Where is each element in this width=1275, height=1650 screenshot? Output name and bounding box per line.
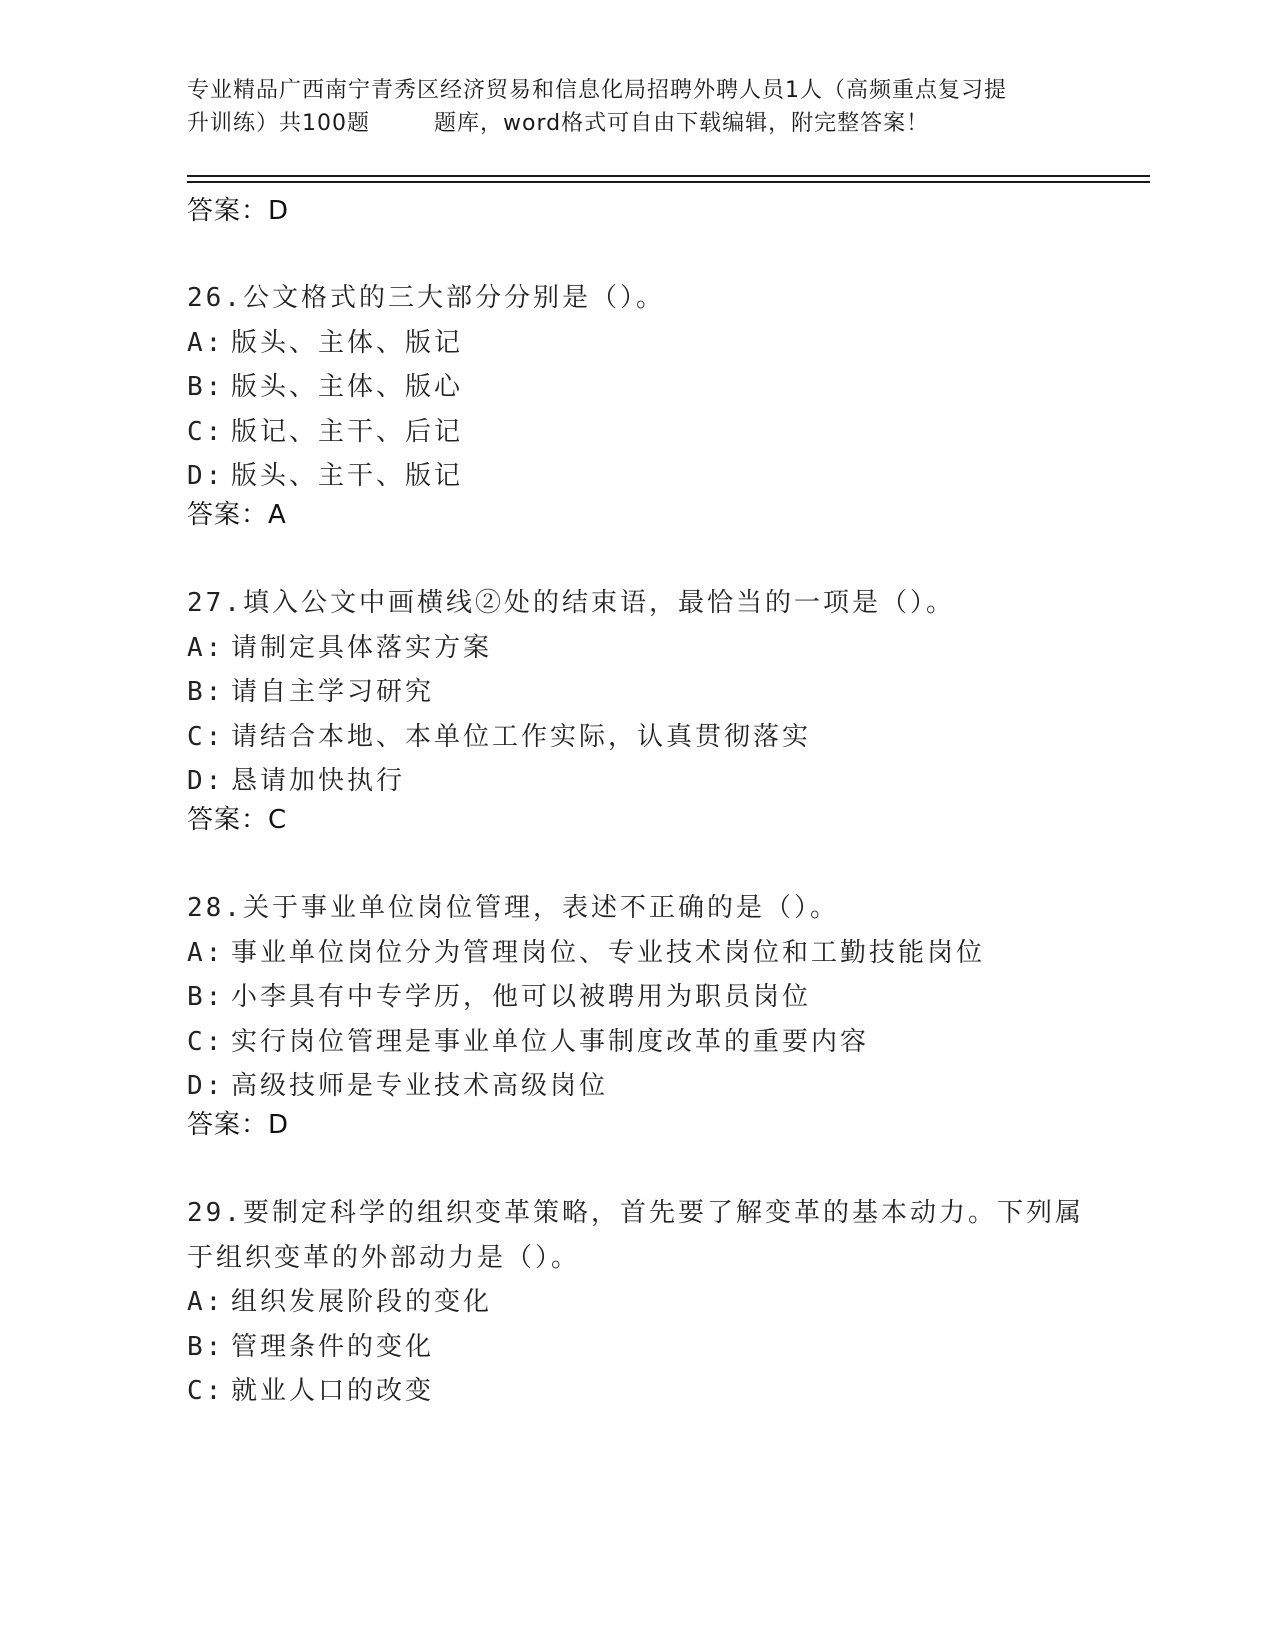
option-d (187, 1064, 1087, 1109)
answer-27: 答案：C (187, 805, 288, 835)
option-d (187, 759, 1087, 804)
option-b (187, 975, 1087, 1020)
question-stem: 28.关于事业单位岗位管理，表述不正确的是（）。 (187, 893, 839, 923)
option-c (187, 410, 1087, 455)
option-a (187, 1280, 1087, 1325)
option-text: 请结合本地、本单位工作实际，认真贯彻落实 (231, 721, 812, 752)
question-stem: 26.公文格式的三大部分分别是（）。 (187, 283, 665, 313)
question-stem-line-2: 于组织变革的外部动力是（）。 (187, 1242, 581, 1273)
option-key: A: (187, 937, 225, 968)
question-stem: 27.填入公文中画横线②处的结束语，最恰当的一项是（）。 (187, 588, 955, 618)
answer-28: 答案：D (187, 1110, 290, 1140)
option-key: B: (187, 372, 225, 402)
option-key: B: (187, 677, 225, 707)
option-key: C: (187, 721, 225, 752)
option-text: 组织发展阶段的变化 (231, 1287, 493, 1317)
option-a (187, 626, 1087, 671)
answer-25: 答案：D (187, 196, 290, 226)
option-c (187, 1369, 1087, 1414)
header-line-2a: 升训练）共100题 (187, 111, 370, 136)
option-text: 请制定具体落实方案 (231, 632, 493, 663)
option-text: 管理条件的变化 (231, 1331, 435, 1362)
document-header (187, 74, 1087, 140)
option-text: 小李具有中专学历，他可以被聘用为职员岗位 (231, 982, 812, 1012)
option-key: A: (187, 632, 225, 663)
question-26 (187, 276, 1087, 499)
option-a (187, 931, 1087, 976)
answer-26: 答案：A (187, 500, 287, 530)
option-key: B: (187, 1331, 225, 1362)
option-text: 高级技师是专业技术高级岗位 (231, 1071, 609, 1101)
option-key: C: (187, 1026, 225, 1057)
header-line-2b: 题库，word格式可自由下载编辑，附完整答案！ (434, 111, 930, 136)
option-b (187, 670, 1087, 715)
option-text: 实行岗位管理是事业单位人事制度改革的重要内容 (231, 1026, 870, 1057)
option-b (187, 1325, 1087, 1370)
option-c (187, 1020, 1087, 1065)
question-stem-line-1: 29.要制定科学的组织变革策略，首先要了解变革的基本动力。下列属 (187, 1198, 1084, 1228)
question-27 (187, 581, 1087, 804)
header-divider-top (187, 175, 1150, 177)
option-key: D: (187, 766, 225, 796)
option-text: 版头、主体、版记 (231, 327, 464, 358)
option-key: D: (187, 461, 225, 491)
option-text: 版记、主干、后记 (231, 416, 464, 447)
option-text: 版头、主干、版记 (231, 461, 464, 491)
question-28 (187, 886, 1087, 1109)
option-d (187, 454, 1087, 499)
option-key: C: (187, 416, 225, 447)
option-text: 版头、主体、版心 (231, 372, 464, 402)
option-text: 就业人口的改变 (231, 1376, 435, 1406)
option-key: A: (187, 1287, 225, 1317)
option-key: C: (187, 1376, 225, 1406)
option-c (187, 715, 1087, 760)
option-text: 请自主学习研究 (231, 677, 435, 707)
option-key: B: (187, 982, 225, 1012)
option-b (187, 365, 1087, 410)
option-key: A: (187, 327, 225, 358)
header-line-2 (187, 107, 1087, 140)
header-divider-bottom (187, 181, 1150, 183)
header-line-1: 专业精品广西南宁青秀区经济贸易和信息化局招聘外聘人员1人（高频重点复习提 (187, 78, 1007, 103)
option-text: 恳请加快执行 (231, 766, 406, 796)
option-text: 事业单位岗位分为管理岗位、专业技术岗位和工勤技能岗位 (231, 937, 986, 968)
question-29 (187, 1191, 1087, 1414)
option-a (187, 321, 1087, 366)
option-key: D: (187, 1071, 225, 1101)
